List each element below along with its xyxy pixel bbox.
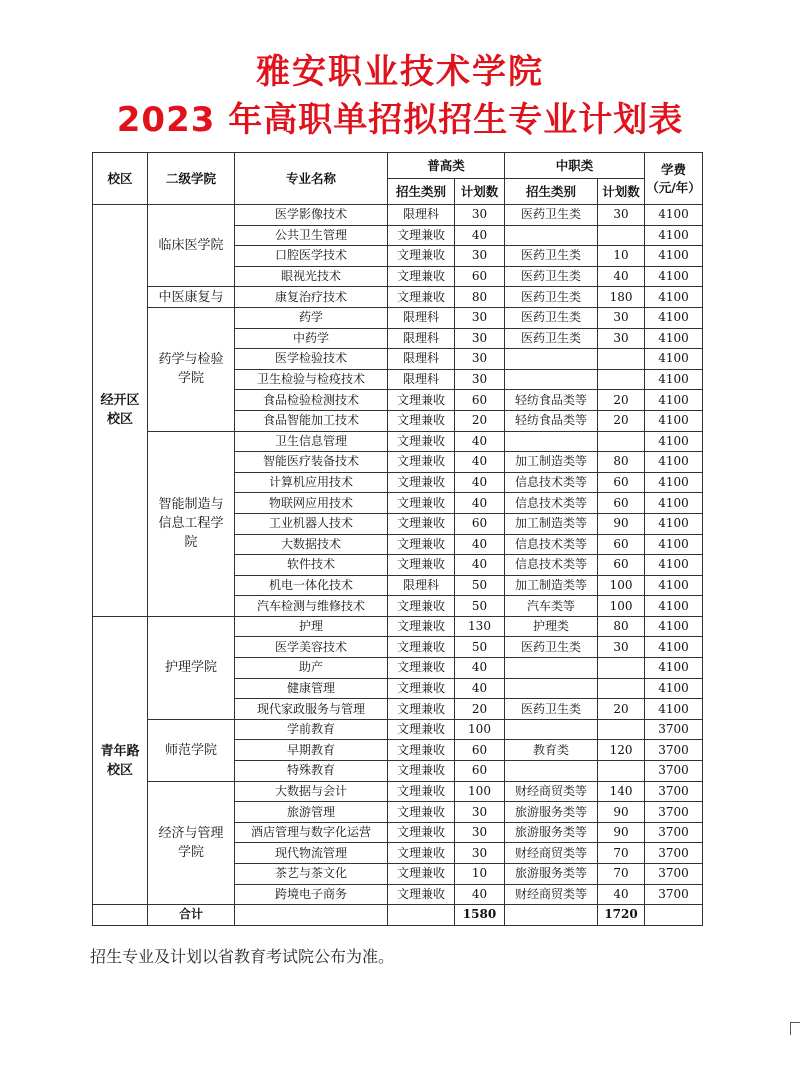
cell-fee: 4100 (645, 658, 703, 679)
cell-fee: 4100 (645, 513, 703, 534)
cell-major: 汽车检测与维修技术 (235, 596, 388, 617)
cell-v-type: 医药卫生类 (505, 307, 598, 328)
cell-fee: 4100 (645, 452, 703, 473)
cell-major: 康复治疗技术 (235, 287, 388, 308)
table-body (93, 205, 703, 926)
cell-g-type: 文理兼收 (388, 534, 455, 555)
cell-v-num: 80 (598, 452, 645, 473)
cell-g-type: 文理兼收 (388, 555, 455, 576)
cell-g-num: 30 (455, 307, 505, 328)
cell-fee: 4100 (645, 328, 703, 349)
college-cell: 经济与管理 学院 (148, 781, 235, 905)
cell-major: 工业机器人技术 (235, 513, 388, 534)
cell-g-num: 30 (455, 802, 505, 823)
cell-major: 旅游管理 (235, 802, 388, 823)
college-cell: 师范学院 (148, 719, 235, 781)
cell-v-type: 医药卫生类 (505, 266, 598, 287)
cell-v-type: 医药卫生类 (505, 287, 598, 308)
cell-v-num: 30 (598, 328, 645, 349)
cell-g-type: 文理兼收 (388, 431, 455, 452)
cell-v-type: 轻纺食品类等 (505, 410, 598, 431)
cell-g-type: 文理兼收 (388, 719, 455, 740)
cell-major: 卫生检验与检疫技术 (235, 369, 388, 390)
cell-g-num: 60 (455, 266, 505, 287)
cell-g-type: 限理科 (388, 575, 455, 596)
cell-v-num: 140 (598, 781, 645, 802)
cell-g-type: 文理兼收 (388, 761, 455, 782)
cell-major: 医学影像技术 (235, 205, 388, 226)
cell-v-type (505, 678, 598, 699)
cell-fee: 4100 (645, 287, 703, 308)
cell-v-num: 80 (598, 616, 645, 637)
cell-v-num (598, 678, 645, 699)
header-campus: 校区 (93, 153, 148, 205)
cell-major: 护理 (235, 616, 388, 637)
header-tuition (645, 153, 703, 205)
cell-v-type: 财经商贸类等 (505, 843, 598, 864)
cell-major: 公共卫生管理 (235, 225, 388, 246)
cell-g-num: 30 (455, 246, 505, 267)
header-general-category: 普高类 (388, 153, 505, 179)
page-title: 雅安职业技术学院 (256, 52, 544, 92)
cell-fee: 3700 (645, 761, 703, 782)
cell-g-type: 限理科 (388, 328, 455, 349)
cell-v-type (505, 658, 598, 679)
table-row (93, 307, 703, 328)
cell-g-type: 文理兼收 (388, 452, 455, 473)
header-major: 专业名称 (235, 153, 388, 205)
cell-fee: 4100 (645, 596, 703, 617)
cell-g-num: 100 (455, 781, 505, 802)
total-general-quota: 1580 (455, 905, 505, 926)
college-cell: 护理学院 (148, 616, 235, 719)
header-vocational-type: 招生类别 (505, 179, 598, 205)
cell-g-num: 130 (455, 616, 505, 637)
cell-v-num: 90 (598, 802, 645, 823)
header-tuition-label: 学费 （元/年） (646, 161, 701, 195)
cell-v-num: 60 (598, 534, 645, 555)
cell-v-num: 30 (598, 637, 645, 658)
cell-fee: 4100 (645, 349, 703, 370)
cell-major: 现代家政服务与管理 (235, 699, 388, 720)
cell-g-type: 文理兼收 (388, 493, 455, 514)
cell-fee: 4100 (645, 699, 703, 720)
cell-g-type: 文理兼收 (388, 843, 455, 864)
cell-fee: 4100 (645, 493, 703, 514)
cell-major: 药学 (235, 307, 388, 328)
header-vocational-quota: 计划数 (598, 179, 645, 205)
cell-v-type: 轻纺食品类等 (505, 390, 598, 411)
corner-mark (790, 1022, 800, 1035)
cell-major: 中药学 (235, 328, 388, 349)
cell-v-type (505, 349, 598, 370)
table-row (93, 205, 703, 226)
cell-fee: 4100 (645, 225, 703, 246)
cell-major: 特殊教育 (235, 761, 388, 782)
cell-g-num: 50 (455, 637, 505, 658)
cell-g-num: 40 (455, 884, 505, 905)
cell-major: 现代物流管理 (235, 843, 388, 864)
cell-v-type: 教育类 (505, 740, 598, 761)
total-vocational-quota: 1720 (598, 905, 645, 926)
cell-g-num: 60 (455, 740, 505, 761)
cell-fee: 4100 (645, 616, 703, 637)
cell-fee: 3700 (645, 781, 703, 802)
enrollment-plan-table (92, 152, 703, 926)
cell-g-num: 10 (455, 864, 505, 885)
header-vocational-category: 中职类 (505, 153, 645, 179)
cell-g-type: 文理兼收 (388, 616, 455, 637)
cell-v-type: 医药卫生类 (505, 699, 598, 720)
cell-g-type: 文理兼收 (388, 884, 455, 905)
cell-v-num (598, 349, 645, 370)
cell-major: 早期教育 (235, 740, 388, 761)
cell-g-num: 40 (455, 555, 505, 576)
cell-g-type: 文理兼收 (388, 637, 455, 658)
cell-fee: 4100 (645, 307, 703, 328)
cell-g-type: 限理科 (388, 369, 455, 390)
cell-v-type: 加工制造类等 (505, 575, 598, 596)
table-row (93, 719, 703, 740)
cell-major: 学前教育 (235, 719, 388, 740)
cell-v-type: 旅游服务类等 (505, 822, 598, 843)
cell-v-type (505, 761, 598, 782)
cell-fee: 4100 (645, 472, 703, 493)
cell-major: 食品智能加工技术 (235, 410, 388, 431)
cell-major: 计算机应用技术 (235, 472, 388, 493)
total-general-type-cell (388, 905, 455, 926)
cell-g-num: 80 (455, 287, 505, 308)
cell-major: 酒店管理与数字化运营 (235, 822, 388, 843)
total-major-cell (235, 905, 388, 926)
cell-g-num: 20 (455, 699, 505, 720)
table-row (93, 287, 703, 308)
total-campus-cell (93, 905, 148, 926)
cell-g-type: 文理兼收 (388, 513, 455, 534)
college-cell: 中医康复与 (148, 287, 235, 308)
cell-v-type: 旅游服务类等 (505, 802, 598, 823)
cell-major: 医学检验技术 (235, 349, 388, 370)
cell-v-type: 护理类 (505, 616, 598, 637)
cell-g-type: 文理兼收 (388, 822, 455, 843)
cell-fee: 3700 (645, 802, 703, 823)
cell-major: 大数据技术 (235, 534, 388, 555)
cell-v-type: 加工制造类等 (505, 513, 598, 534)
table-row (93, 616, 703, 637)
cell-v-num: 120 (598, 740, 645, 761)
college-cell: 药学与检验 学院 (148, 307, 235, 431)
cell-g-type: 文理兼收 (388, 678, 455, 699)
cell-major: 软件技术 (235, 555, 388, 576)
cell-g-num: 30 (455, 349, 505, 370)
cell-v-type: 财经商贸类等 (505, 884, 598, 905)
cell-g-num: 100 (455, 719, 505, 740)
cell-g-num: 20 (455, 410, 505, 431)
cell-fee: 3700 (645, 864, 703, 885)
cell-major: 茶艺与茶文化 (235, 864, 388, 885)
cell-g-type: 文理兼收 (388, 596, 455, 617)
cell-v-type: 医药卫生类 (505, 637, 598, 658)
college-cell: 临床医学院 (148, 205, 235, 287)
cell-g-num: 30 (455, 843, 505, 864)
cell-fee: 4100 (645, 534, 703, 555)
cell-g-type: 文理兼收 (388, 699, 455, 720)
cell-v-type: 财经商贸类等 (505, 781, 598, 802)
cell-fee: 4100 (645, 637, 703, 658)
cell-v-num: 100 (598, 575, 645, 596)
cell-v-num (598, 369, 645, 390)
cell-v-type (505, 369, 598, 390)
page-subtitle: 2023 年高职单招拟招生专业计划表 (116, 100, 684, 140)
cell-g-type: 文理兼收 (388, 266, 455, 287)
cell-v-num: 30 (598, 307, 645, 328)
cell-major: 大数据与会计 (235, 781, 388, 802)
cell-g-type: 文理兼收 (388, 410, 455, 431)
cell-v-type: 旅游服务类等 (505, 864, 598, 885)
cell-v-type: 信息技术类等 (505, 472, 598, 493)
cell-major: 食品检验检测技术 (235, 390, 388, 411)
cell-v-num: 30 (598, 205, 645, 226)
cell-major: 跨境电子商务 (235, 884, 388, 905)
cell-v-num: 90 (598, 513, 645, 534)
table-row (93, 431, 703, 452)
cell-major: 助产 (235, 658, 388, 679)
cell-fee: 4100 (645, 678, 703, 699)
cell-fee: 4100 (645, 246, 703, 267)
cell-v-type: 信息技术类等 (505, 493, 598, 514)
cell-v-num: 180 (598, 287, 645, 308)
cell-v-type: 汽车类等 (505, 596, 598, 617)
cell-major: 口腔医学技术 (235, 246, 388, 267)
cell-g-num: 40 (455, 225, 505, 246)
table-row (93, 781, 703, 802)
cell-g-type: 文理兼收 (388, 740, 455, 761)
cell-g-type: 限理科 (388, 307, 455, 328)
cell-g-type: 文理兼收 (388, 390, 455, 411)
cell-v-type: 医药卫生类 (505, 205, 598, 226)
cell-v-num (598, 719, 645, 740)
cell-major: 智能医疗装备技术 (235, 452, 388, 473)
cell-major: 物联网应用技术 (235, 493, 388, 514)
cell-g-type: 文理兼收 (388, 225, 455, 246)
cell-g-num: 60 (455, 390, 505, 411)
cell-fee: 4100 (645, 390, 703, 411)
cell-v-num: 70 (598, 864, 645, 885)
cell-g-type: 文理兼收 (388, 781, 455, 802)
cell-g-num: 40 (455, 658, 505, 679)
college-cell: 智能制造与 信息工程学 院 (148, 431, 235, 616)
cell-g-num: 30 (455, 822, 505, 843)
cell-fee: 4100 (645, 431, 703, 452)
cell-v-num: 60 (598, 555, 645, 576)
cell-g-type: 限理科 (388, 205, 455, 226)
cell-g-type: 文理兼收 (388, 287, 455, 308)
cell-v-num: 90 (598, 822, 645, 843)
cell-g-num: 30 (455, 205, 505, 226)
cell-v-num: 20 (598, 410, 645, 431)
cell-v-num (598, 761, 645, 782)
header-general-quota: 计划数 (455, 179, 505, 205)
cell-g-num: 30 (455, 369, 505, 390)
cell-fee: 4100 (645, 369, 703, 390)
cell-g-type: 文理兼收 (388, 658, 455, 679)
cell-v-num: 60 (598, 472, 645, 493)
cell-fee: 4100 (645, 205, 703, 226)
cell-major: 医学美容技术 (235, 637, 388, 658)
cell-g-num: 40 (455, 493, 505, 514)
cell-fee: 3700 (645, 843, 703, 864)
cell-major: 机电一体化技术 (235, 575, 388, 596)
header-college: 二级学院 (148, 153, 235, 205)
cell-v-type: 信息技术类等 (505, 555, 598, 576)
cell-g-num: 60 (455, 761, 505, 782)
cell-g-type: 文理兼收 (388, 246, 455, 267)
cell-v-type (505, 431, 598, 452)
cell-fee: 3700 (645, 884, 703, 905)
cell-v-num: 20 (598, 699, 645, 720)
cell-fee: 4100 (645, 555, 703, 576)
cell-g-type: 文理兼收 (388, 472, 455, 493)
cell-fee: 4100 (645, 266, 703, 287)
cell-v-num: 40 (598, 266, 645, 287)
footnote: 招生专业及计划以省教育考试院公布为准。 (90, 947, 395, 966)
campus-cell: 青年路 校区 (93, 616, 148, 904)
cell-fee: 3700 (645, 822, 703, 843)
cell-g-num: 40 (455, 678, 505, 699)
cell-g-num: 60 (455, 513, 505, 534)
cell-v-num: 40 (598, 884, 645, 905)
cell-v-num: 100 (598, 596, 645, 617)
cell-v-num: 20 (598, 390, 645, 411)
cell-v-num (598, 225, 645, 246)
cell-g-num: 50 (455, 596, 505, 617)
cell-g-num: 40 (455, 534, 505, 555)
cell-v-type (505, 225, 598, 246)
cell-g-num: 40 (455, 472, 505, 493)
cell-v-num (598, 431, 645, 452)
cell-v-num: 10 (598, 246, 645, 267)
cell-g-num: 40 (455, 452, 505, 473)
cell-major: 眼视光技术 (235, 266, 388, 287)
cell-g-num: 40 (455, 431, 505, 452)
cell-g-num: 30 (455, 328, 505, 349)
cell-v-type (505, 719, 598, 740)
cell-g-type: 文理兼收 (388, 864, 455, 885)
cell-fee: 4100 (645, 575, 703, 596)
campus-cell: 经开区 校区 (93, 205, 148, 617)
header-general-type: 招生类别 (388, 179, 455, 205)
cell-fee: 4100 (645, 410, 703, 431)
cell-v-type: 医药卫生类 (505, 246, 598, 267)
total-fee-cell (645, 905, 703, 926)
total-label: 合计 (148, 905, 235, 926)
cell-v-type: 信息技术类等 (505, 534, 598, 555)
cell-g-type: 限理科 (388, 349, 455, 370)
cell-v-type: 医药卫生类 (505, 328, 598, 349)
cell-v-num (598, 658, 645, 679)
cell-fee: 3700 (645, 740, 703, 761)
total-vocational-type-cell (505, 905, 598, 926)
cell-major: 卫生信息管理 (235, 431, 388, 452)
cell-v-num: 70 (598, 843, 645, 864)
cell-g-num: 50 (455, 575, 505, 596)
cell-g-type: 文理兼收 (388, 802, 455, 823)
cell-major: 健康管理 (235, 678, 388, 699)
cell-fee: 3700 (645, 719, 703, 740)
cell-v-type: 加工制造类等 (505, 452, 598, 473)
total-row (93, 905, 703, 926)
cell-v-num: 60 (598, 493, 645, 514)
